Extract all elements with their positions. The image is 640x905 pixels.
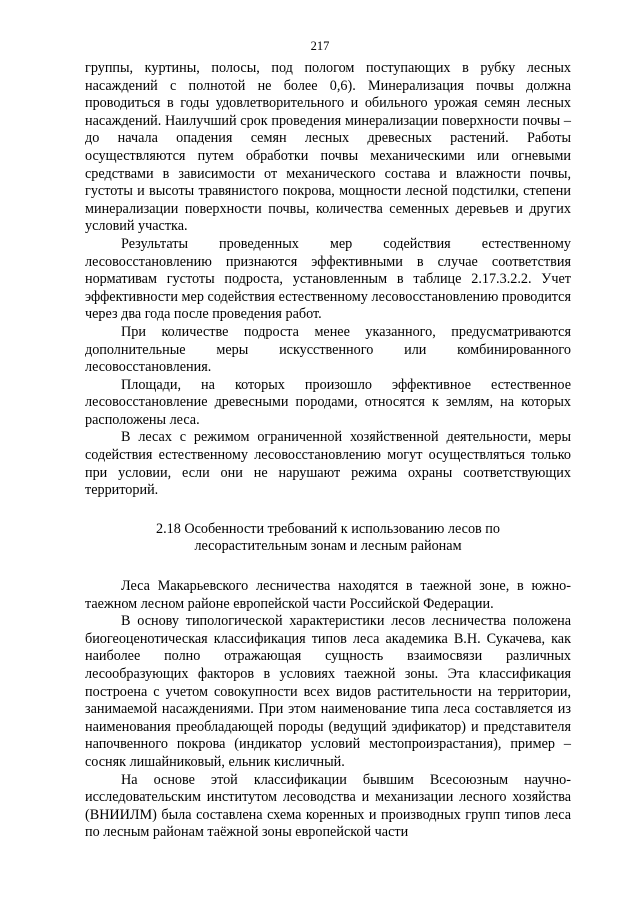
paragraph-areas: Площади, на которых произошло эффективное естественное лесовосстановление древесными породами, относятся к землям, на которых расположены леса. xyxy=(85,376,571,428)
section-heading-line-2: лесорастительным зонам и лесным районам xyxy=(194,538,462,555)
paragraph-undergrowth: При количестве подроста менее указанного, предусматриваются дополнительные меры искусственного или комбинированного лесовосстановления. xyxy=(85,323,571,376)
paragraph-results: Результаты проведенных мер содействия естественному лесовосстановлению признаются эффективными в случае соответствия нормативам густоты подроста, установленным в таблице 2.17.3.2.2. Учет эффективности мер содействия естественному лесовосстановлению проводится через два года после проведения работ. xyxy=(85,235,571,323)
paragraph-restricted-forests: В лесах с режимом ограниченной хозяйственной деятельности, меры содействия естественному лесовосстановлению могут осуществляться только при условии, если они не нарушают режима охраны соответствующих территорий. xyxy=(85,429,571,499)
document-body xyxy=(85,60,571,842)
paragraph-forest-zone: Леса Макарьевского лесничества находятся в таежной зоне, в южно-таежном лесном районе европейской части Российской Федерации. xyxy=(85,578,571,612)
section-heading xyxy=(85,521,571,556)
section-heading-line-1: 2.18 Особенности требований к использованию лесов по xyxy=(155,520,500,537)
page-number: 217 xyxy=(310,39,330,53)
paragraph-vniilm-scheme: На основе этой классификации бывшим Всесоюзным научно-исследовательским институтом лесоводства и механизации лесного хозяйства (ВНИИЛМ) была составлена схема коренных и производных групп типов леса по лесным районам таёжной зоны европейской части xyxy=(85,771,571,841)
paragraph-classification: В основу типологической характеристики лесов лесничества положена биогеоценотическая классификация типов леса академика В.Н. Сукачева, как наиболее полно отражающая сущность взаимосвязи различных лесообразующих факторов в условиях таежной зоны. Эта классификация построена с учетом совокупности всех видов растительности на территории, занимаемой насаждениями. При этом наименование типа леса составляется из наименования преобладающей породы (ведущий эдификатор) и представителя напочвенного покрова (индикатор условий местопроизрастания), пример – сосняк лишайниковый, ельник кисличный. xyxy=(85,613,571,770)
paragraph-mineralization: группы, куртины, полосы, под пологом поступающих в рубку лесных насаждений с полнотой не более 0,6). Минерализация почвы должна проводиться в годы удовлетворительного и обильного урожая семян лесных насаждений. Наилучший срок проведения минерализации поверхности почвы – до начала опадения семян лесных древесных растений. Работы осуществляются путем обработки почвы механическими или огневыми средствами в зависимости от механического состава и влажности почвы, густоты и высоты травянистого покрова, мощности лесной подстилки, степени минерализации поверхности почвы, количества семенных деревьев и других условий участка. xyxy=(85,60,571,235)
